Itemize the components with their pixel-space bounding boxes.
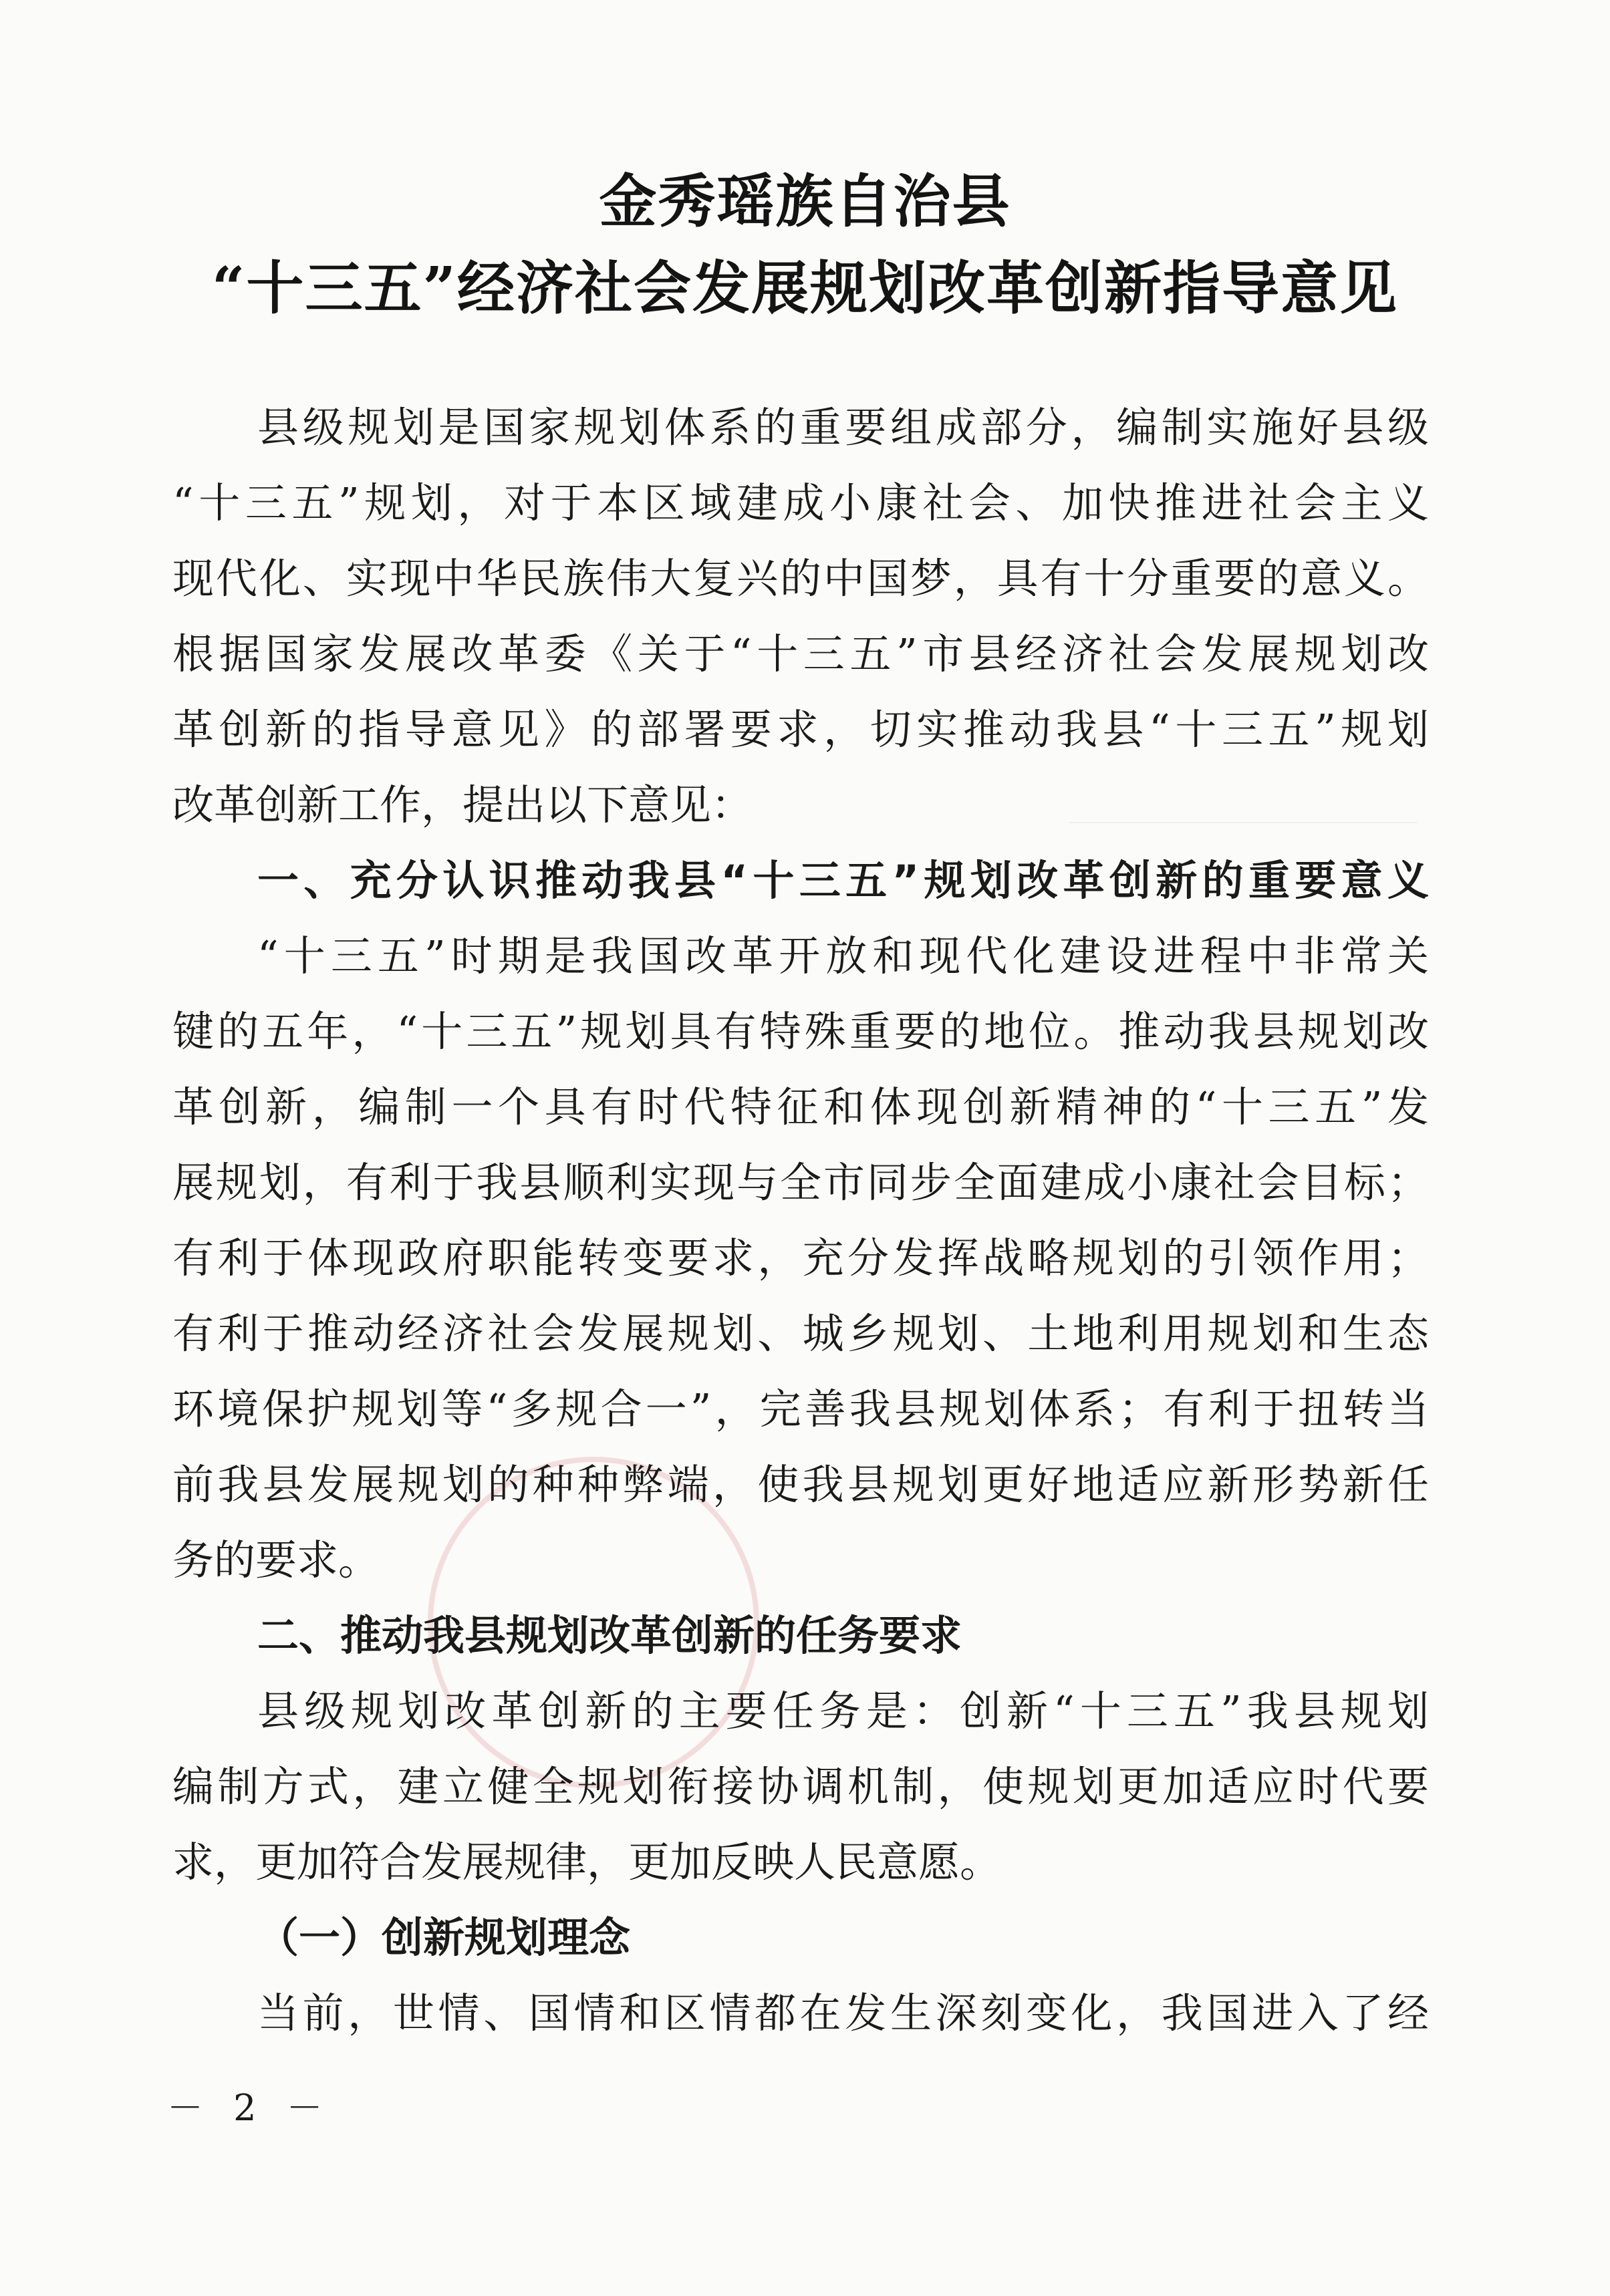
paragraph-line: 求，更加符合发展规律，更加反映人民意愿。 [172, 1838, 1002, 1886]
paragraph-line: 革创新的指导意见》的部署要求，切实推动我县“十三五”规划 [172, 705, 1429, 754]
paragraph-line: 当前，世情、国情和区情都在发生深刻变化，我国进入了经 [257, 1989, 1429, 2037]
document-title-line2: “十三五”经济社会发展规划改革创新指导意见 [212, 255, 1398, 322]
paragraph-line: 键的五年，“十三五”规划具有特殊重要的地位。推动我县规划改 [172, 1007, 1429, 1056]
paragraph-line: 务的要求。 [172, 1536, 380, 1584]
paragraph-line: 现代化、实现中华民族伟大复兴的中国梦，具有十分重要的意义。 [172, 554, 1429, 603]
paragraph-line: “十三五”时期是我国改革开放和现代化建设进程中非常关 [257, 931, 1429, 980]
paragraph-line: 革创新，编制一个具有时代特征和体现创新精神的“十三五”发 [172, 1083, 1429, 1131]
paragraph-line: 根据国家发展改革委《关于“十三五”市县经济社会发展规划改 [172, 629, 1429, 678]
section-heading-2: 二、推动我县规划改革创新的任务要求 [257, 1611, 962, 1660]
paragraph-line: 环境保护规划等“多规合一”，完善我县规划体系；有利于扭转当 [172, 1385, 1429, 1433]
paragraph-line: 展规划，有利于我县顺利实现与全市同步全面建成小康社会目标； [172, 1158, 1429, 1207]
page-number: － 2 － [167, 2087, 332, 2129]
paragraph-line: “十三五”规划，对于本区域建成小康社会、加快推进社会主义 [172, 478, 1429, 527]
paragraph-line: 有利于体现政府职能转变要求，充分发挥战略规划的引领作用； [172, 1234, 1429, 1282]
paragraph-line: 县级规划是国家规划体系的重要组成部分，编制实施好县级 [257, 403, 1429, 452]
document-title-line1: 金秀瑶族自治县 [599, 168, 1011, 235]
subsection-heading: （一）创新规划理念 [257, 1913, 631, 1962]
paragraph-line: 编制方式，建立健全规划衔接协调机制，使规划更加适应时代要 [172, 1762, 1429, 1811]
section-heading-1: 一、充分认识推动我县“十三五”规划改革创新的重要意义 [257, 856, 1429, 905]
paragraph-line: 有利于推动经济社会发展规划、城乡规划、土地利用规划和生态 [172, 1309, 1429, 1358]
paragraph-line: 县级规划改革创新的主要任务是：创新“十三五”我县规划 [257, 1687, 1429, 1735]
paragraph-line: 改革创新工作，提出以下意见： [172, 780, 753, 829]
paragraph-line: 前我县发展规划的种种弊端，使我县规划更好地适应新形势新任 [172, 1460, 1429, 1509]
